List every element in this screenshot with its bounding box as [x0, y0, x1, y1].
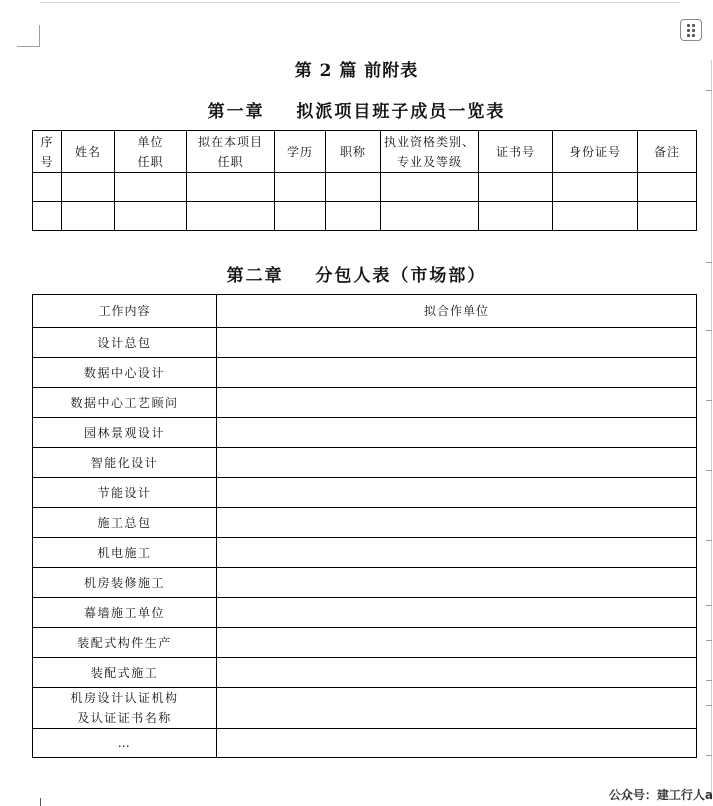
- page-top-rule: [40, 2, 680, 3]
- layout-options-button[interactable]: [680, 19, 702, 41]
- table-row: [33, 729, 697, 758]
- ruler-tick: [706, 605, 712, 606]
- work-content-cell: 装配式施工: [33, 658, 217, 688]
- table-cell[interactable]: [326, 202, 381, 231]
- partner-unit-cell[interactable]: [217, 508, 697, 538]
- part-title: 第 2 篇 前附表: [294, 61, 419, 81]
- header-cell: 执业资格类别、 专业及等级: [381, 131, 479, 173]
- work-content-cell: 节能设计: [33, 478, 217, 508]
- work-content-cell: 数据中心工艺顾问: [33, 388, 217, 418]
- table-row: [33, 418, 697, 448]
- partner-unit-cell[interactable]: [217, 568, 697, 598]
- table-cell[interactable]: [381, 202, 479, 231]
- table-row: [33, 358, 697, 388]
- header-cell: 职称: [326, 131, 381, 173]
- table-row: [33, 688, 697, 729]
- table-cell[interactable]: [381, 173, 479, 202]
- table-cell[interactable]: [638, 173, 697, 202]
- chapter1-title: 第一章 拟派项目班子成员一览表: [207, 102, 506, 122]
- work-content-cell: 智能化设计: [33, 448, 217, 478]
- table-row: [33, 658, 697, 688]
- ruler-tick: [706, 330, 712, 331]
- partner-unit-cell[interactable]: [217, 328, 697, 358]
- table-row: [33, 478, 697, 508]
- header-cell: 证书号: [479, 131, 553, 173]
- project-team-table: [32, 130, 697, 231]
- work-content-cell: 机房设计认证机构 及认证证书名称: [33, 688, 217, 729]
- work-content-cell: 装配式构件生产: [33, 628, 217, 658]
- partner-unit-cell[interactable]: [217, 538, 697, 568]
- ruler-tick: [706, 680, 712, 681]
- header-cell: 备注: [638, 131, 697, 173]
- header-cell-partner-unit: 拟合作单位: [217, 295, 697, 328]
- table-row: [33, 173, 697, 202]
- partner-unit-cell[interactable]: [217, 628, 697, 658]
- ruler-tick: [706, 705, 712, 706]
- ruler-tick: [706, 755, 712, 756]
- vertical-ruler: [711, 60, 712, 800]
- ruler-tick: [706, 640, 712, 641]
- ruler-tick: [706, 400, 712, 401]
- partner-unit-cell[interactable]: [217, 418, 697, 448]
- work-content-cell: 机房装修施工: [33, 568, 217, 598]
- work-content-cell: 设计总包: [33, 328, 217, 358]
- header-cell: 序 号: [33, 131, 62, 173]
- table-cell[interactable]: [479, 173, 553, 202]
- chapter2-title: 第二章 分包人表（市场部）: [226, 266, 487, 286]
- table-row: [33, 202, 697, 231]
- table-row: [33, 508, 697, 538]
- table-cell[interactable]: [62, 202, 115, 231]
- table-cell[interactable]: [62, 173, 115, 202]
- ruler-tick: [706, 470, 712, 471]
- table-row: [33, 328, 697, 358]
- header-cell-work-content: 工作内容: [33, 295, 217, 328]
- header-cell: 拟在本项目 任职: [187, 131, 275, 173]
- table-row: [33, 568, 697, 598]
- table-row: [33, 448, 697, 478]
- table-cell[interactable]: [115, 173, 187, 202]
- table-cell[interactable]: [275, 173, 326, 202]
- ruler-tick: [706, 90, 712, 91]
- table-cell[interactable]: [33, 173, 62, 202]
- margin-corner-mark: [17, 46, 39, 47]
- partner-unit-cell[interactable]: [217, 658, 697, 688]
- partner-unit-cell[interactable]: [217, 478, 697, 508]
- margin-corner-mark: [39, 25, 40, 47]
- table-cell[interactable]: [115, 202, 187, 231]
- table-header-row: [33, 295, 697, 328]
- table-cell[interactable]: [479, 202, 553, 231]
- table-cell[interactable]: [33, 202, 62, 231]
- table-cell[interactable]: [326, 173, 381, 202]
- partner-unit-cell[interactable]: [217, 358, 697, 388]
- work-content-cell: …: [33, 729, 217, 758]
- table-cell[interactable]: [187, 202, 275, 231]
- table-row: [33, 538, 697, 568]
- work-content-cell: 园林景观设计: [33, 418, 217, 448]
- table-row: [33, 628, 697, 658]
- header-cell: 姓名: [62, 131, 115, 173]
- work-content-cell: 幕墙施工单位: [33, 598, 217, 628]
- header-cell: 学历: [275, 131, 326, 173]
- page-bottom-mark: [40, 798, 41, 806]
- header-cell: 身份证号: [553, 131, 638, 173]
- table-cell[interactable]: [553, 173, 638, 202]
- partner-unit-cell[interactable]: [217, 388, 697, 418]
- table-cell[interactable]: [187, 173, 275, 202]
- partner-unit-cell[interactable]: [217, 729, 697, 758]
- subcontractor-table: [32, 294, 697, 758]
- table-row: [33, 598, 697, 628]
- partner-unit-cell[interactable]: [217, 598, 697, 628]
- watermark: 公众号：建工行人a: [608, 788, 713, 802]
- table-cell[interactable]: [275, 202, 326, 231]
- table-header-row: [33, 131, 697, 173]
- layout-options-icon: [687, 24, 695, 37]
- table-row: [33, 388, 697, 418]
- table-cell[interactable]: [638, 202, 697, 231]
- work-content-cell: 机电施工: [33, 538, 217, 568]
- partner-unit-cell[interactable]: [217, 688, 697, 729]
- work-content-cell: 施工总包: [33, 508, 217, 538]
- work-content-cell: 数据中心设计: [33, 358, 217, 388]
- header-cell: 单位 任职: [115, 131, 187, 173]
- table-cell[interactable]: [553, 202, 638, 231]
- partner-unit-cell[interactable]: [217, 448, 697, 478]
- ruler-tick: [706, 540, 712, 541]
